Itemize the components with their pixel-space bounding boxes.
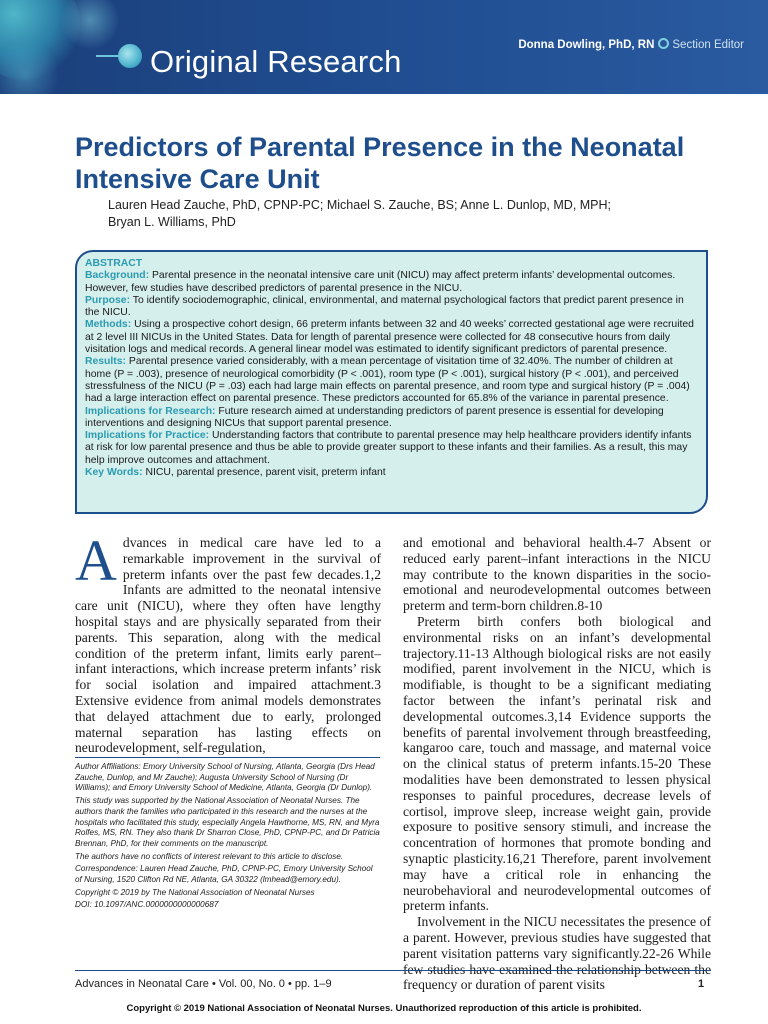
- conflicts-note: The authors have no conflicts of interest relevant to this article to disclose.: [75, 851, 344, 861]
- authors-line: Bryan L. Williams, PhD: [108, 215, 236, 229]
- author-affiliations: [75, 762, 381, 794]
- abstract-background: [85, 270, 698, 295]
- abstract-results: [85, 356, 698, 405]
- section-editor: [518, 38, 744, 51]
- section-label: Background:: [85, 270, 150, 282]
- drop-cap: A: [75, 528, 117, 593]
- footnotes: [75, 762, 381, 913]
- author-list: [108, 197, 708, 231]
- body-paragraph: Preterm birth confers both biological and environmental risks on an infant’s developmental trajectory.11-13 Although biological risks are not easily modified, parent involvement in the NICU, which is modifiable, is thought to be a significant mediating factor between the infant’s perinatal risk and developmental outcomes.3,14 Evidence supports the benefits of parental involvement through breastfeeding, kangaroo care, touch and massage, and maternal voice on the clinical status of preterm infants.15-20 These modalities have been demonstrated to lessen physical responses to painful procedures, decrease levels of cortisol, improve sleep, increase weight gain, provide exposure to positive sensory stimuli, and increase the concentration of hormones that promote bonding and synaptic plasticity.16,21 Therefore, parent involvement may have a critical role in enhancing the neurobehavioral and neurodevelopmental outcomes of preterm infants.: [403, 613, 711, 914]
- note-label: Correspondence:: [75, 864, 138, 874]
- section-text: Future research aimed at understanding predictors of parent presence is essential for developing interventions and designing NICUs that support parental presence.: [85, 405, 664, 429]
- abstract-keywords: [85, 467, 698, 479]
- section-text: To identify sociodemographic, clinical, environmental, and maternal psychological factors that predict parent presence in the NICU.: [85, 294, 684, 319]
- section-label: Key Words:: [85, 467, 143, 479]
- abstract-methods: [85, 319, 698, 356]
- body-column-right: [403, 535, 711, 993]
- section-label: Methods:: [85, 319, 132, 331]
- doi[interactable]: DOI: 10.1097/ANC.0000000000000687: [75, 900, 219, 910]
- body-column-left: [75, 528, 381, 756]
- editor-name: Donna Dowling, PhD, RN: [518, 39, 655, 51]
- body-paragraph: [75, 528, 381, 756]
- abstract-implications-research: [85, 406, 698, 431]
- journal-citation: Advances in Neonatal Care • Vol. 00, No. 0 • pp. 1–9: [75, 978, 332, 990]
- header-banner: [0, 0, 768, 94]
- correspondence: [75, 864, 381, 885]
- section-title: Original Research: [150, 44, 402, 79]
- circle-bullet-icon: [118, 44, 142, 68]
- section-label: Implications for Practice:: [85, 430, 210, 442]
- section-label: Implications for Research:: [85, 405, 216, 417]
- ring-icon: [658, 38, 669, 49]
- note-text: Lauren Head Zauche, PhD, CPNP-PC, Emory University School of Nursing, 1520 Clifton Rd NE, Atlanta, GA 30322 (lmhead@emory.edu).: [75, 864, 373, 885]
- abstract-heading: ABSTRACT: [85, 258, 143, 269]
- section-text: NICU, parental presence, parent visit, preterm infant: [145, 467, 386, 479]
- note-label: Author Affiliations:: [75, 762, 141, 771]
- section-text: Parental presence in the neonatal intensive care unit (NICU) may affect preterm infants’ developmental outcomes. However, few studies have described predictors of parental presence in the NICU.: [85, 270, 676, 294]
- section-text: Understanding factors that contribute to parental presence may help healthcare providers identify infants at risk for low parental presence and thus be able to provide greater support to these infants and their families. As a result, this may help improve outcomes and attachment.: [85, 430, 692, 466]
- abstract-box: [75, 250, 708, 514]
- body-paragraph: Involvement in the NICU necessitates the presence of a parent. However, previous studies have suggested that parent visitation patterns vary significantly.22-26 While frequency or duration of parent visits: [403, 914, 711, 993]
- section-label: Purpose:: [85, 294, 131, 306]
- footer-divider: [75, 970, 711, 971]
- section-label: Results:: [85, 356, 126, 368]
- copyright-footer: Copyright © 2019 National Association of Neonatal Nurses. Unauthorized reproduction of this article is prohibited.: [126, 1003, 642, 1014]
- body-paragraph: and emotional and behavioral health.4-7 Absent or reduced early parent–infant interactions in the NICU may contribute to the known disparities in the socio-emotional and neurodevelopmental outcomes between preterm and term-born children.8-10: [403, 535, 711, 614]
- abstract-implications-practice: [85, 430, 698, 467]
- decorative-line: [96, 55, 120, 57]
- abstract-purpose: [85, 295, 698, 320]
- section-text: Using a prospective cohort design, 66 preterm infants between 32 and 40 weeks’ corrected gestational age were recruited at 2 level III NICUs in the United States. Data for length of parental presence were collected for 48 consecutive hours from daily visitation logs and medical records. A general linear model was estimated to identify significant predictors of parental presence.: [85, 319, 694, 356]
- article-title: Predictors of Parental Presence in the Neonatal Intensive Care Unit: [75, 132, 685, 194]
- page-number: 1: [698, 978, 705, 990]
- funding-note: This study was supported by the National Association of Neonatal Nurses. The authors thank the families who participated in this research and the nurses at the hospitals who facilitated this study, especially Angela Hawthorne, MS, RN, and Myra Rolfes, MS, RN. They also thank Dr Sharron Close, PhD, CPNP-PC, and Dr Patricia Brennan, PhD, for their comments on the manuscript.: [75, 796, 380, 848]
- copyright-note: Copyright © 2019 by The National Association of Neonatal Nurses: [75, 887, 315, 897]
- section-text: Parental presence varied considerably, with a mean percentage of visitation time of 32.40%. The number of children at home (P = .003), presence of neurological comorbidity (P < .001), room type (P < .001), surgical history (P < .001), and perceived stressfulness of the NICU (P = .03) each had large main effects on parental presence, and room type and surgical history (P = .004) had a large interaction effect on parental presence. These predictors accounted for 65.8% of the variance in parental presence.: [85, 356, 690, 405]
- paragraph-text: dvances in medical care have led to a remarkable improvement in the survival of preterm infants over the past few decades.1,2 Infants are admitted to the neonatal intensive care unit (NICU), where they often have lengthy hospital stays and are physically separated from their parents. This separation, along with the medical condition of the preterm infant, limits early parent–infant interactions, which increase preterm infants’ risk for social isolation and impaired attachment.3 Extensive evidence from animal models demonstrates that delayed attachment due to early, prolonged maternal separation has lasting effects on neurodevelopment, self-regulation,: [75, 535, 381, 756]
- editor-role: Section Editor: [672, 39, 744, 51]
- authors-line: Lauren Head Zauche, PhD, CPNP-PC; Michael S. Zauche, BS; Anne L. Dunlop, MD, MPH;: [108, 198, 612, 212]
- footnote-divider: [75, 757, 380, 758]
- note-text: Emory University School of Nursing, Atlanta, Georgia (Drs Head Zauche, Dunlop, and Mr Zauche); Augusta University School of Nursing (Dr Williams); and Emory University School of Medicine, Atlanta, Georgia (Dr Dunlop).: [75, 762, 375, 793]
